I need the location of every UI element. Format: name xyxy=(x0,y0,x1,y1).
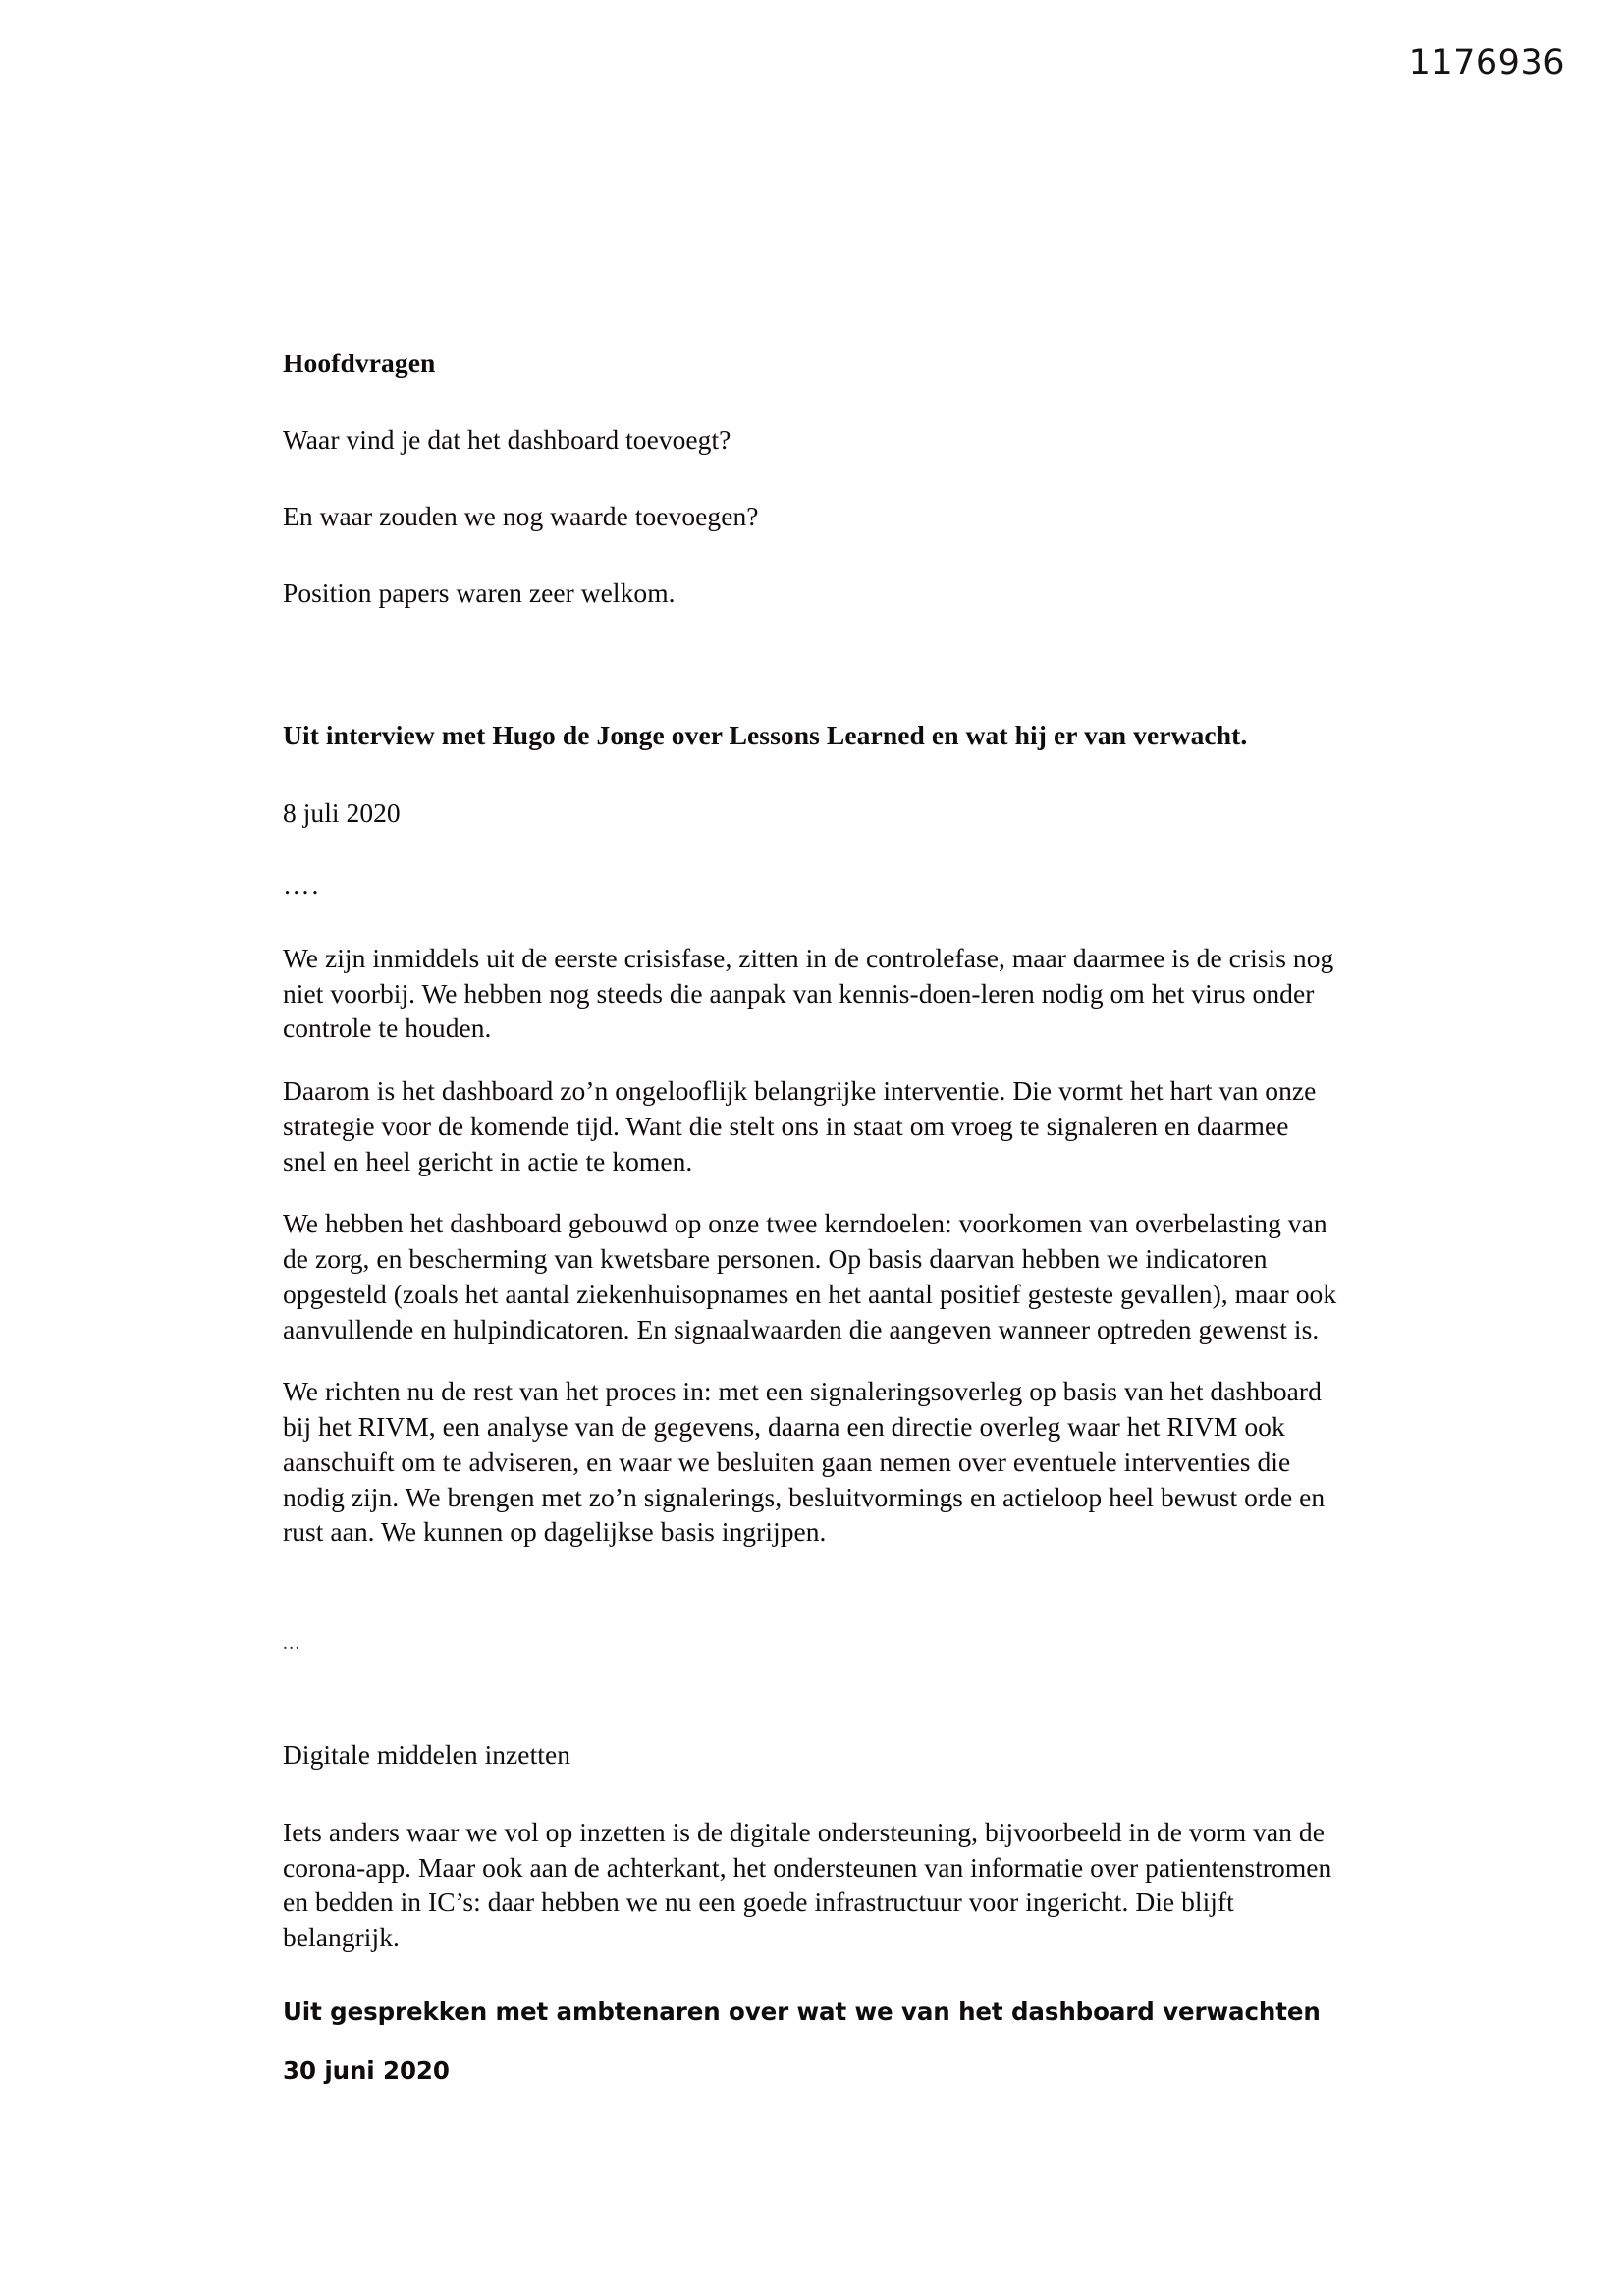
section-heading-interview: Uit interview met Hugo de Jonge over Lessons Learned en wat hij er van verwacht. xyxy=(283,720,1248,751)
spacer-large xyxy=(283,1653,1338,1737)
interview-paragraph-4: We richten nu de rest van het proces in: met een signaleringsoverleg op basis van het dashboard bij het RIVM, een analyse van de gegevens, daarna een directie overleg waar het RIVM ook aanschuift om te adviseren, en waar we besluiten gaan nemen over eventuele interventies die nodig zijn. We brengen met zo’n signalerings, besluitvormings en actieloop heel bewust orde en rust aan. We kunnen op dagelijkse basis ingrijpen. xyxy=(283,1376,1326,1548)
interview-paragraph-2: Daarom is het dashboard zo’n ongelooflijk belangrijke interventie. Die vormt het hart van onze strategie voor de komende tijd. Want die stelt ons in staat om vroeg te signaleren en daarmee snel en heel gericht in actie te komen. xyxy=(283,1075,1317,1176)
interview-date: 8 juli 2020 xyxy=(283,796,401,828)
document-content xyxy=(283,346,1338,2087)
interview-closing-paragraph: Iets anders waar we vol op inzetten is de digitale ondersteuning, bijvoorbeeld in de vorm van de corona-app. Maar ook aan de achterkant, het ondersteunen van informatie over patientenstromen en bedden in IC’s: daar hebben we nu een goede infrastructuur voor ingericht. Die blijft belangrijk. xyxy=(283,1816,1332,1953)
subheading-digitale-middelen: Digitale middelen inzetten xyxy=(283,1739,571,1771)
ellipsis-mid: ... xyxy=(283,1633,301,1655)
scan-edge-left xyxy=(0,0,127,2296)
section-heading-gesprekken: Uit gesprekken met ambtenaren over wat we van het dashboard verwachten xyxy=(283,1996,1321,2026)
spacer xyxy=(283,1046,1338,1073)
hoofdvraag-1: Waar vind je dat het dashboard toevoegt? xyxy=(283,424,731,456)
spacer xyxy=(283,380,1338,422)
spacer xyxy=(283,830,1338,871)
ellipsis-open: …. xyxy=(283,869,321,901)
spacer-large xyxy=(283,610,1338,718)
spacer xyxy=(283,753,1338,795)
spacer xyxy=(283,1955,1338,1996)
document-id-stamp: 1176936 xyxy=(1408,43,1565,82)
spacer xyxy=(283,899,1338,941)
interview-paragraph-3: We hebben het dashboard gebouwd op onze twee kerndoelen: voorkomen van overbelasting van de zorg, en bescherming van kwetsbare personen. Op basis daarvan hebben we indicatoren opgesteld (zoals het aantal ziekenhuisopnames en het aantal positief gesteste gevallen), maar ook aanvullende en hulpindicatoren. En signaalwaarden die aangeven wanneer optreden gewenst is. xyxy=(283,1208,1337,1344)
spacer xyxy=(283,1773,1338,1815)
hoofdvraag-3: Position papers waren zeer welkom. xyxy=(283,576,676,608)
spacer xyxy=(283,1178,1338,1206)
scan-edge-top xyxy=(126,0,1624,116)
spacer-large xyxy=(283,1550,1338,1634)
spacer xyxy=(283,1346,1338,1374)
spacer xyxy=(283,2028,1338,2055)
spacer xyxy=(283,534,1338,575)
gesprekken-date: 30 juni 2020 xyxy=(283,2055,450,2085)
spacer xyxy=(283,458,1338,499)
hoofdvraag-2: En waar zouden we nog waarde toevoegen? xyxy=(283,500,759,531)
interview-paragraph-1: We zijn inmiddels uit de eerste crisisfase, zitten in de controlefase, maar daarmee is de crisis nog niet voorbij. We hebben nog steeds die aanpak van kennis-doen-leren nodig om het virus onder controle te houden. xyxy=(283,942,1334,1044)
section-heading-hoofdvragen: Hoofdvragen xyxy=(283,348,436,378)
